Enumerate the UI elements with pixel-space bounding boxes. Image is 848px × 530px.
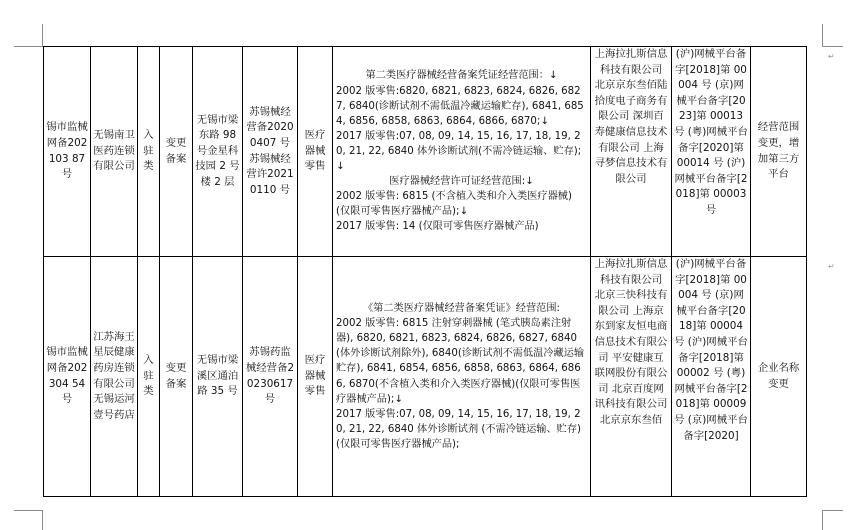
remark-cell: 经营范围变更，增加第三方平台 [751,47,807,257]
platform-cell: 上海拉扎斯信息科技有限公司 北京京东叁佰陆拾度电子商务有限公司 深圳百寿健康信息技术有限公司 上海寻梦信息技术有限公司 [591,47,672,257]
business-scope-cell: 《第二类医疗器械经营备案凭证》经营范围: 2002 版零售: 6815 注射穿刺器械 (笔式胰岛素注射器), 6820, 6821, 6823, 6824, 6826, 6827, 6840 (体外诊断试剂除外), 6840(诊断试剂不需低温冷藏运输贮存), 6841, 6854, 6856, 6858, 6863, 6864, 6866, 6870(不含植入类和介入类医疗器械)(仅限可零售医疗器械产品);↓ 2017 版零售:07, 08, 09, 14, 15, 16, 17, 18, 19, 20, 21, 22, 6840 体外诊断试剂 (不需冷链运输、贮存)(仅限可零售医疗器械产品); [333,257,591,497]
crop-mark-top-left [14,24,43,47]
address-cell: 无锡市梁东路 98 号金星科技园 2 号楼 2 层 [193,47,243,257]
company-name-cell: 无锡南卫医药连锁有限公司 [91,47,138,257]
business-scope-cell: 第二类医疗器械经营备案凭证经营范围：↓ 2002 版零售:6820, 6821, 6823, 6824, 6826, 6827, 6840(诊断试剂不需低温冷藏运输贮存), 6841, 6854, 6856, 6858, 6863, 6864, 6866, 6870;↓ 2017 版零售:07, 08, 09, 14, 15, 16, 17, 18, 19, 20, 21, 22, 6840 体外诊断试剂(不需冷链运输、贮存);↓ 医疗器械经营许可证经营范围:↓ 2002 版零售: 6815 (不含植入类和介入类医疗器械) (仅限可零售医疗器械产品);↓ 2017 版零售: 14 (仅限可零售医疗器械产品) [333,47,591,257]
remark-cell: 企业名称变更 [751,257,807,497]
crop-mark-bottom-left [14,510,43,530]
platform-filing-cell: (沪)网械平台备字[2018]第 00004 号 (京)网械平台备字[2023]第 00013 号 (粤)网械平台备字[2020]第 00014 号 (沪)网械平台备字[2018]第 00003 号 [672,47,751,257]
license-cell: 苏锡药监械经营备20230617 号 [243,257,298,497]
type-cell: 入驻类 [138,257,160,497]
table-row [44,257,807,497]
change-cell: 变更备案 [160,47,193,257]
crop-mark-bottom-right [822,510,843,530]
type-cell: 入驻类 [138,47,160,257]
filing-table [43,46,807,497]
registration-number-cell: 锡市监械网备202103 87 号 [44,47,91,257]
business-mode-cell: 医疗器械零售 [298,257,333,497]
business-mode-cell: 医疗器械零售 [298,47,333,257]
address-cell: 无锡市梁溪区通泊路 35 号 [193,257,243,497]
row-end-mark: ↵ [828,52,835,61]
row-end-mark: ↵ [828,262,835,271]
crop-mark-top-right [822,24,843,47]
license-cell: 苏锡械经营备20200407 号 苏锡械经营许20210110 号 [243,47,298,257]
platform-cell: 上海拉扎斯信息科技有限公司 北京三快科技有限公司 上海京东到家友恒电商信息技术有限公司 平安健康互联网股份有限公司 北京百度网讯科技有限公司 北京京东叁佰 [591,257,672,497]
platform-filing-cell: (沪)网械平台备字[2018]第 00004 号 (京)网械平台备字[2018]第 00004 号 (沪)网械平台备字[2018]第 00002 号 (粤)网械平台备字[2018]第 00009 号 (京)网械平台备字[2020] [672,257,751,497]
registration-number-cell: 锡市监械网备202304 54 号 [44,257,91,497]
company-name-cell: 江苏海王星辰健康药房连锁有限公司无锡运河壹号药店 [91,257,138,497]
table-row [44,47,807,257]
change-cell: 变更备案 [160,257,193,497]
